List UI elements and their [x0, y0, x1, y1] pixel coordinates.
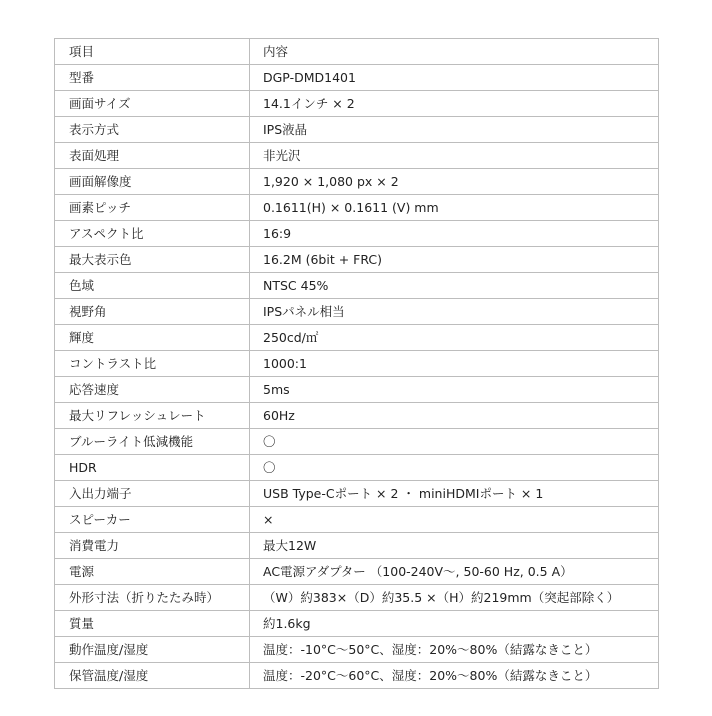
- table-row: [55, 247, 659, 273]
- row-value: 〇: [250, 455, 659, 481]
- row-key: 入出力端子: [55, 481, 250, 507]
- row-key: ブルーライト低減機能: [55, 429, 250, 455]
- row-value: IPS液晶: [250, 117, 659, 143]
- table-row: [55, 637, 659, 663]
- row-value: 250cd/㎡: [250, 325, 659, 351]
- row-key: 動作温度/湿度: [55, 637, 250, 663]
- table-row: [55, 273, 659, 299]
- row-value: （W）約383×（D）約35.5 ×（H）約219mm（突起部除く）: [250, 585, 659, 611]
- table-row: [55, 481, 659, 507]
- row-key: 最大表示色: [55, 247, 250, 273]
- row-value: 温度：-20°C〜60°C、湿度：20%〜80%（結露なきこと）: [250, 663, 659, 689]
- row-value: AC電源アダプター （100-240V〜, 50-60 Hz, 0.5 A）: [250, 559, 659, 585]
- row-value: 60Hz: [250, 403, 659, 429]
- row-value: 16.2M (6bit + FRC): [250, 247, 659, 273]
- row-key: 外形寸法（折りたたみ時）: [55, 585, 250, 611]
- row-key: 画面解像度: [55, 169, 250, 195]
- table-row: [55, 403, 659, 429]
- table-row: [55, 377, 659, 403]
- row-key: コントラスト比: [55, 351, 250, 377]
- table-row: [55, 351, 659, 377]
- row-key: アスペクト比: [55, 221, 250, 247]
- table-row: [55, 65, 659, 91]
- table-row: [55, 39, 659, 65]
- row-value: 最大12W: [250, 533, 659, 559]
- table-row: [55, 299, 659, 325]
- row-key: 画素ピッチ: [55, 195, 250, 221]
- row-value: 内容: [250, 39, 659, 65]
- table-row: [55, 325, 659, 351]
- table-row: [55, 533, 659, 559]
- row-key: 最大リフレッシュレート: [55, 403, 250, 429]
- row-key: 画面サイズ: [55, 91, 250, 117]
- row-key: スピーカー: [55, 507, 250, 533]
- row-key: 色域: [55, 273, 250, 299]
- row-value: 非光沢: [250, 143, 659, 169]
- table-row: [55, 221, 659, 247]
- row-value: 14.1インチ × 2: [250, 91, 659, 117]
- row-value: 〇: [250, 429, 659, 455]
- row-key: 輝度: [55, 325, 250, 351]
- row-key: HDR: [55, 455, 250, 481]
- row-value: 温度：-10°C〜50°C、湿度：20%〜80%（結露なきこと）: [250, 637, 659, 663]
- row-key: 型番: [55, 65, 250, 91]
- row-value: 1000:1: [250, 351, 659, 377]
- row-value: NTSC 45%: [250, 273, 659, 299]
- row-key: 保管温度/湿度: [55, 663, 250, 689]
- table-row: [55, 117, 659, 143]
- row-value: DGP-DMD1401: [250, 65, 659, 91]
- row-key: 項目: [55, 39, 250, 65]
- row-value: IPSパネル相当: [250, 299, 659, 325]
- row-key: 表示方式: [55, 117, 250, 143]
- row-key: 応答速度: [55, 377, 250, 403]
- table-row: [55, 169, 659, 195]
- row-value: 16:9: [250, 221, 659, 247]
- spec-table: [54, 38, 659, 689]
- row-value: 約1.6kg: [250, 611, 659, 637]
- table-row: [55, 663, 659, 689]
- table-row: [55, 143, 659, 169]
- row-key: 消費電力: [55, 533, 250, 559]
- row-value: 5ms: [250, 377, 659, 403]
- row-value: 0.1611(H) × 0.1611 (V) mm: [250, 195, 659, 221]
- row-key: 質量: [55, 611, 250, 637]
- row-value: USB Type-Cポート × 2 ・ miniHDMIポート × 1: [250, 481, 659, 507]
- table-row: [55, 559, 659, 585]
- table-row: [55, 585, 659, 611]
- table-row: [55, 91, 659, 117]
- table-row: [55, 611, 659, 637]
- row-key: 表面処理: [55, 143, 250, 169]
- table-row: [55, 455, 659, 481]
- row-value: 1,920 × 1,080 px × 2: [250, 169, 659, 195]
- row-key: 視野角: [55, 299, 250, 325]
- table-row: [55, 429, 659, 455]
- spec-table-body: [55, 39, 659, 689]
- row-value: ×: [250, 507, 659, 533]
- table-row: [55, 507, 659, 533]
- row-key: 電源: [55, 559, 250, 585]
- table-row: [55, 195, 659, 221]
